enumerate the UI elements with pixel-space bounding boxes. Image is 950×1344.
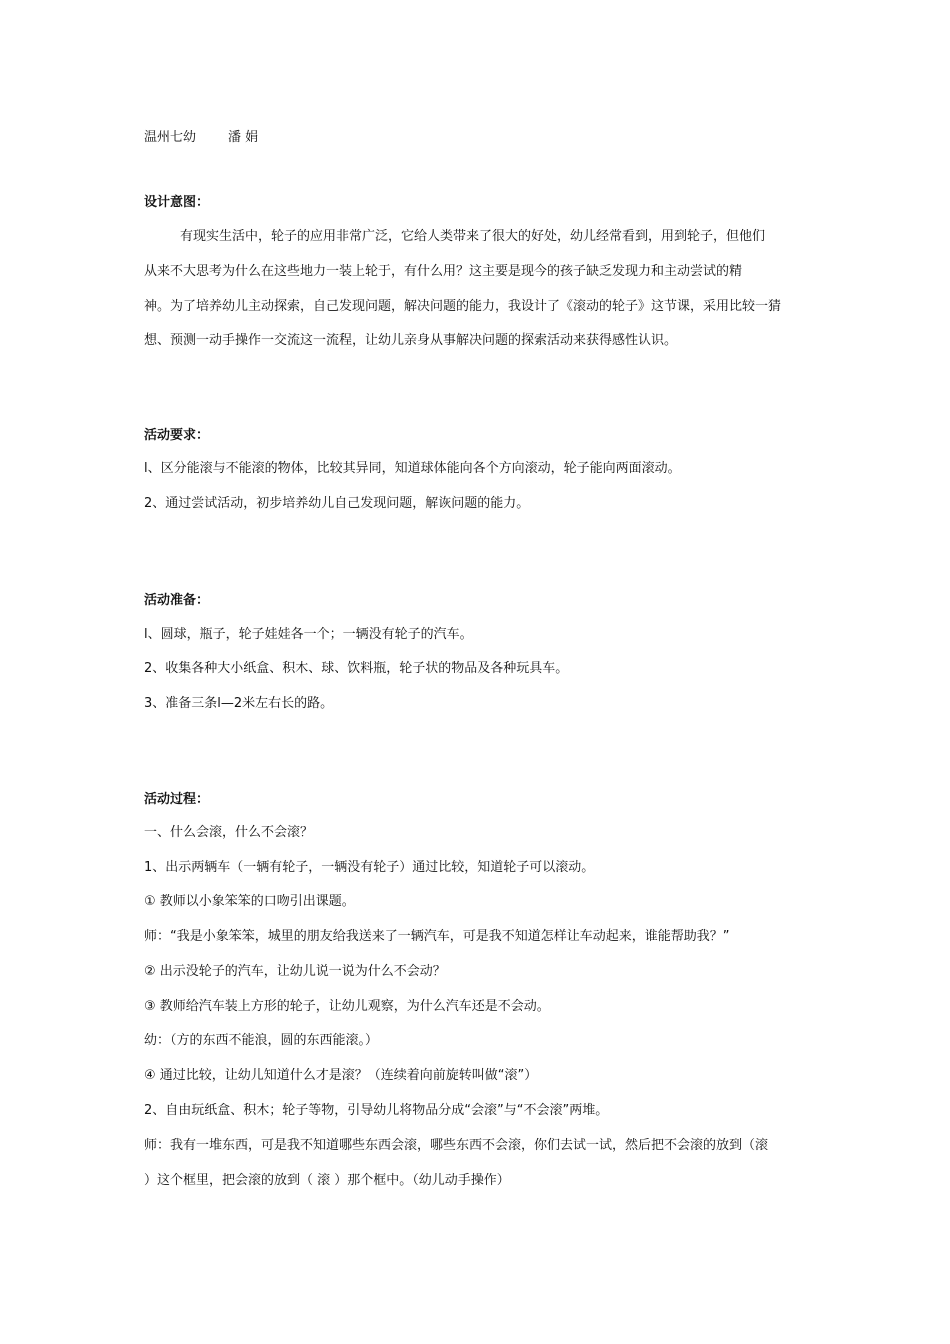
requirements-item: 2、通过尝试活动，初步培养幼儿自己发现问题，解诙问题的能力。 xyxy=(144,496,530,511)
school-name: 温州七幼 xyxy=(144,130,197,145)
preparation-item: 2、收集各种大小纸盒、积木、球、饮料瓶，轮子状的物品及各种玩具车。 xyxy=(144,661,569,676)
preparation-item: 3、准备三条l—2米左右长的路。 xyxy=(144,696,334,711)
process-line: 2、自由玩纸盒、积木；轮子等物，引导幼儿将物品分成“会滚”与“不会滚”两堆。 xyxy=(144,1103,609,1118)
author-name: 潘 娟 xyxy=(228,130,259,145)
author-line xyxy=(144,128,814,148)
process-line: 一、什么会滚，什么不会滚？ xyxy=(144,825,314,840)
process-line: 师：我有一堆东西，可是我不知道哪些东西会滚，哪些东西不会滚，你们去试一试，然后把不会滚的放到（滚 xyxy=(144,1138,769,1153)
process-line: 1、出示两辆车（一辆有轮子，一辆没有轮子）通过比较，知道轮子可以滚动。 xyxy=(144,860,595,875)
process-line: 师：“我是小象笨笨，城里的朋友给我送来了一辆汽车，可是我不知道怎样让车动起来，谁能帮助我？” xyxy=(144,929,730,944)
requirements-item: l、区分能滚与不能滚的物体，比较其异同，知道球体能向各个方向滚动，轮子能向两面滚动。 xyxy=(144,461,681,476)
process-line: 幼：（方的东西不能浪，圆的东西能滚。） xyxy=(144,1033,379,1048)
design-intent-heading: 设计意图： xyxy=(144,195,210,210)
preparation-item: l、圆球，瓶子，轮子娃娃各一个；一辆没有轮子的汽车。 xyxy=(144,627,473,642)
requirements-heading: 活动要求： xyxy=(144,428,210,443)
process-line: ）这个框里，把会滚的放到（ 滚 ）那个框中。（幼儿动手操作） xyxy=(144,1173,510,1188)
process-heading: 活动过程： xyxy=(144,792,210,807)
design-intent-line: 有现实生活中，轮子的应用非常广泛，它给人类带来了很大的好处，幼儿经常看到，用到轮子，但他们 xyxy=(180,229,766,244)
design-intent-line: 想、预测一动手操作一交流这一流程，让幼儿亲身从事解决问题的探索活动来获得感性认识。 xyxy=(144,333,678,348)
process-line: ② 出示没轮子的汽车，让幼儿说一说为什么不会动？ xyxy=(144,964,446,979)
process-line: ④ 通过比较，让幼儿知道什么才是滚？（连续着向前旋转叫做“滚”） xyxy=(144,1068,538,1083)
process-line: ③ 教师给汽车装上方形的轮子，让幼儿观察，为什么汽车还是不会动。 xyxy=(144,999,550,1014)
preparation-heading: 活动准备： xyxy=(144,593,210,608)
process-line: ① 教师以小象笨笨的口吻引出课题。 xyxy=(144,894,355,909)
design-intent-line: 神。为了培养幼儿主动探索，自己发现问题，解决问题的能力，我设计了《滚动的轮子》这节课，采用比较一猜 xyxy=(144,299,782,314)
design-intent-line: 从来不大思考为什么在这些地力一装上轮于，有什么用？这主要是现今的孩子缺乏发现力和主动尝试的精 xyxy=(144,264,743,279)
